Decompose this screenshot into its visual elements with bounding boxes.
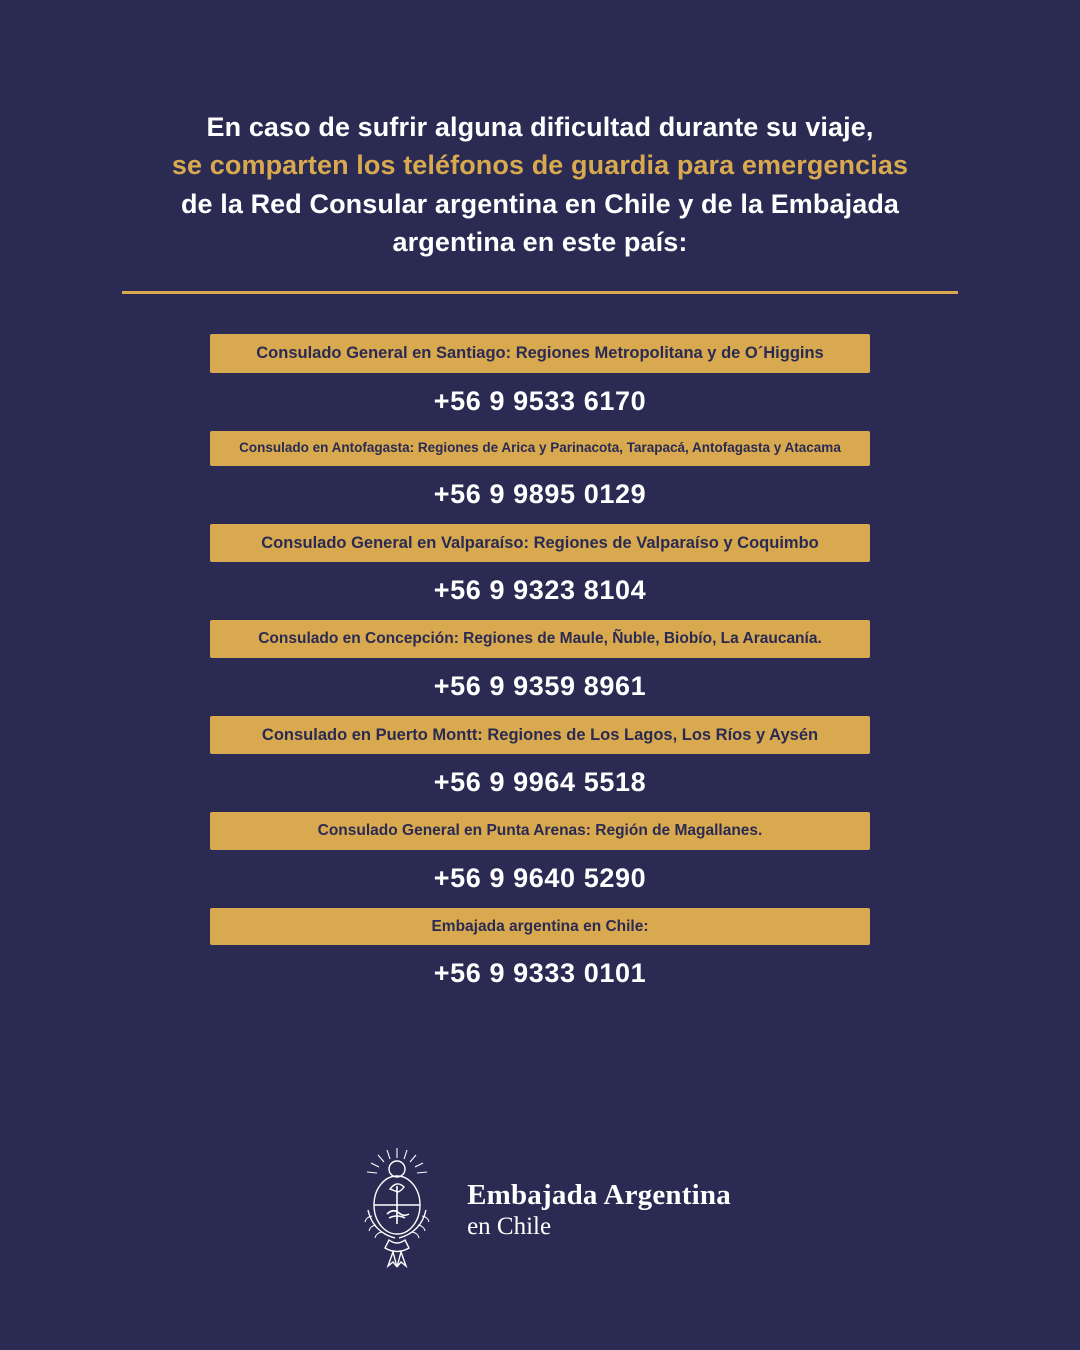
contact-title-bar: Consulado General en Punta Arenas: Región de Magallanes.	[210, 812, 870, 849]
contact-phone: +56 9 9640 5290	[433, 862, 647, 893]
contact-title-bar: Consulado General en Santiago: Regiones Metropolitana y de O´Higgins	[210, 334, 870, 373]
contact-title-bar: Embajada argentina en Chile:	[210, 908, 870, 945]
contact-title-bar: Consulado General en Valparaíso: Regiones de Valparaíso y Coquimbo	[210, 524, 870, 563]
contact-phone: +56 9 9533 6170	[433, 385, 647, 416]
contact-phone: +56 9 9895 0129	[433, 478, 647, 509]
contact-phone: +56 9 9964 5518	[433, 767, 647, 798]
contact-phone: +56 9 9333 0101	[433, 958, 647, 989]
headline-line-4: argentina en este país:	[392, 226, 688, 257]
contact-title-bar: Consulado en Puerto Montt: Regiones de Los Lagos, Los Ríos y Aysén	[210, 716, 870, 755]
contact-title-bar: Consulado en Concepción: Regiones de Maule, Ñuble, Biobío, La Araucanía.	[210, 620, 870, 657]
footer-title: Embajada Argentina	[467, 1179, 731, 1212]
headline-line-3: de la Red Consular argentina en Chile y de la Embajada	[180, 188, 900, 219]
footer-text	[467, 1178, 731, 1242]
list-item	[210, 431, 870, 524]
list-item	[210, 334, 870, 431]
list-item	[210, 716, 870, 813]
headline-line-1: En caso de sufrir alguna dificultad durante su viaje,	[206, 112, 874, 142]
headline-line-2: se comparten los teléfonos de guardia para emergencias	[171, 150, 909, 181]
footer-subtitle: en Chile	[467, 1213, 552, 1241]
contact-list	[210, 334, 870, 1003]
list-item	[210, 524, 870, 621]
list-item	[210, 908, 870, 1003]
contact-phone: +56 9 9359 8961	[433, 670, 647, 701]
contact-title-bar: Consulado en Antofagasta: Regiones de Arica y Parinacota, Tarapacá, Antofagasta y Atacama	[210, 431, 870, 466]
list-item	[210, 812, 870, 907]
list-item	[210, 620, 870, 715]
contact-phone: +56 9 9323 8104	[433, 575, 647, 606]
footer-logo	[0, 1142, 1080, 1278]
divider	[122, 291, 958, 294]
page-title	[0, 0, 1080, 261]
argentina-coat-of-arms-icon	[349, 1142, 445, 1278]
